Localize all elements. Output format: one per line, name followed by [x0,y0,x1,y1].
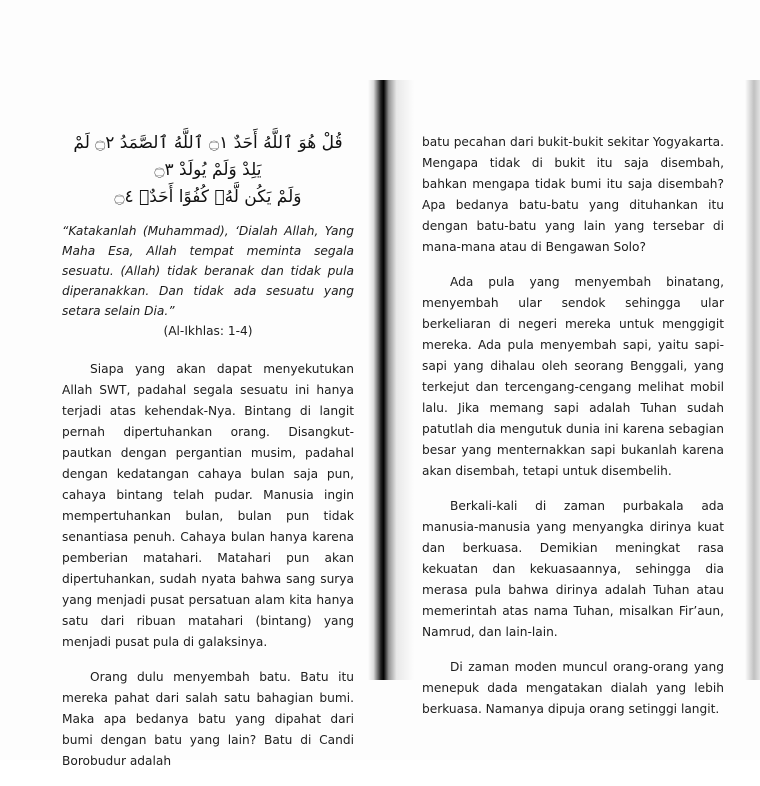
right-paragraph-3: Berkali-kali di zaman purbakala ada manusia-manusia yang menyangka dirinya kuat dan berkuasa. Demikian meningkat rasa kekuatan dan kekuasaannya, sehingga dia merasa pula bahwa dirinya adalah Tuhan atau memerintah atas nama Tuhan, misalkan Fir’aun, Namrud, dan lain-lain. [422,499,724,639]
right-page [422,132,724,734]
book-gutter-shadow [368,80,414,680]
right-paragraph-4: Di zaman moden muncul orang-orang yang menepuk dada mengatakan dialah yang lebih berkuasa. Namanya dipuja orang setinggi langit. [422,660,724,716]
right-paragraph-2: Ada pula yang menyembah binatang, menyembah ular sendok sehingga ular berkeliaran di negeri mereka untuk menggigit mereka. Ada pula menyembah sapi, yaitu sapi-sapi yang dihalau oleh seorang Benggali, yang terkejut dan tercengang-cengang melihat mobil lalu. Jika memang sapi adalah Tuhan sudah patutlah dia mengutuk dunia ini karena sebagian besar yang menternakkan sapi bukanlah karena akan disembah, tetapi untuk disembelih. [422,275,724,478]
arabic-line-1: قُلْ هُوَ ٱللَّهُ أَحَدٌ ۝١ ٱللَّهُ ٱلصَّمَدُ ۝٢ لَمْ يَلِدْ وَلَمْ يُولَدْ ۝٣ [73,133,343,180]
left-page [62,130,354,786]
verse-citation: (Al-Ikhlas: 1-4) [163,324,253,338]
verse-translation: “Katakanlah (Muhammad), ‘Dialah Allah, Yang Maha Esa, Allah tempat meminta segala sesuatu. (Allah) tidak beranak dan tidak pula diperanakkan. Dan tidak ada sesuatu yang setara selain Dia.” [62,224,354,318]
page-edge-shadow [745,80,760,680]
quran-verse-arabic [62,130,354,211]
arabic-line-2: وَلَمْ يَكُن لَّهُۥ كُفُوًا أَحَدٌۢ ۝٤ [114,187,302,207]
left-paragraph-1: Siapa yang akan dapat menyekutukan Allah SWT, padahal segala sesuatu ini hanya terjadi atas kehendak-Nya. Bintang di langit pernah dipertuhankan orang. Disangkut-pautkan dengan pergantian musim, padahal dengan kedatangan cahaya bulan saja pun, cahaya bintang telah pudar. Manusia ingin mempertuhankan bulan, bulan pun tidak senantiasa penuh. Cahaya bulan hanya karena pemberian matahari. Matahari pun akan dipertuhankan, sudah nyata bahwa sang surya yang menjadi pusat persatuan alam kita hanya satu dari ribuan matahari (bintang) yang menjadi pusat pula di galaksinya. [62,362,354,649]
left-paragraph-2: Orang dulu menyembah batu. Batu itu mereka pahat dari salah satu bahagian bumi. Maka apa bedanya batu yang dipahat dari bumi dengan batu yang lain? Batu di Candi Borobudur adalah [62,670,354,768]
right-paragraph-1: batu pecahan dari bukit-bukit sekitar Yogyakarta. Mengapa tidak di bukit itu saja disembah, bahkan mengapa tidak bumi itu saja disembah? Apa bedanya batu-batu yang dituhankan itu dengan batu-batu yang lain yang tersebar di mana-mana atau di Bengawan Solo? [422,135,724,254]
